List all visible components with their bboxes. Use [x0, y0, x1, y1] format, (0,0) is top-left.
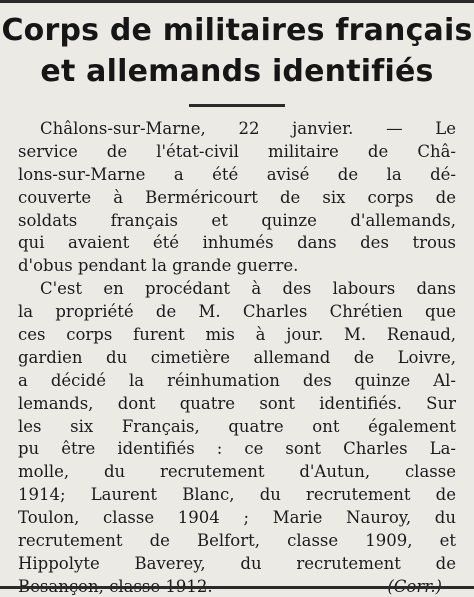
- text-line: les six Français, quatre ont également: [18, 416, 456, 436]
- text-line: a décidé la réinhumation des quinze Al-: [18, 370, 456, 390]
- paragraph-1: [18, 118, 456, 278]
- headline-divider: [189, 104, 285, 107]
- text-line: d'obus pendant la grande guerre.: [18, 256, 299, 276]
- headline-line-1: Corps de militaires français: [1, 13, 473, 48]
- bottom-rule: [0, 586, 474, 589]
- text-line: lons-sur-Marne a été avisé de la dé-: [18, 164, 456, 184]
- text-line: pu être identifiés : ce sont Charles La-: [18, 439, 456, 459]
- text-line: recrutement de Belfort, classe 1909, et: [18, 531, 456, 551]
- top-rule: [0, 0, 474, 3]
- article-body: [18, 118, 456, 597]
- text-line: molle, du recrutement d'Autun, classe: [18, 462, 456, 482]
- text-line: qui avaient été inhumés dans des trous: [18, 233, 456, 253]
- text-line: gardien du cimetière allemand de Loivre,: [18, 347, 456, 367]
- text-line: C'est en procédant à des labours dans: [40, 279, 456, 299]
- text-line: 1914; Laurent Blanc, du recrutement de: [18, 485, 456, 505]
- text-line: soldats français et quinze d'allemands,: [18, 210, 456, 230]
- text-line: service de l'état-civil militaire de Châ-: [18, 141, 456, 161]
- text-line: lemands, dont quatre sont identifiés. Sur: [18, 393, 456, 413]
- text-line: Hippolyte Baverey, du recrutement de: [18, 553, 456, 573]
- paragraph-2: [18, 278, 456, 597]
- text-line: ces corps furent mis à jour. M. Renaud,: [18, 325, 456, 345]
- text-line: la propriété de M. Charles Chrétien que: [18, 302, 456, 322]
- text-line: Toulon, classe 1904 ; Marie Nauroy, du: [18, 508, 456, 528]
- text-line: Châlons-sur-Marne, 22 janvier. — Le: [40, 119, 456, 138]
- text-line: couverte à Berméricourt de six corps de: [18, 187, 456, 207]
- headline: [0, 0, 474, 92]
- headline-line-2: et allemands identifiés: [40, 54, 434, 89]
